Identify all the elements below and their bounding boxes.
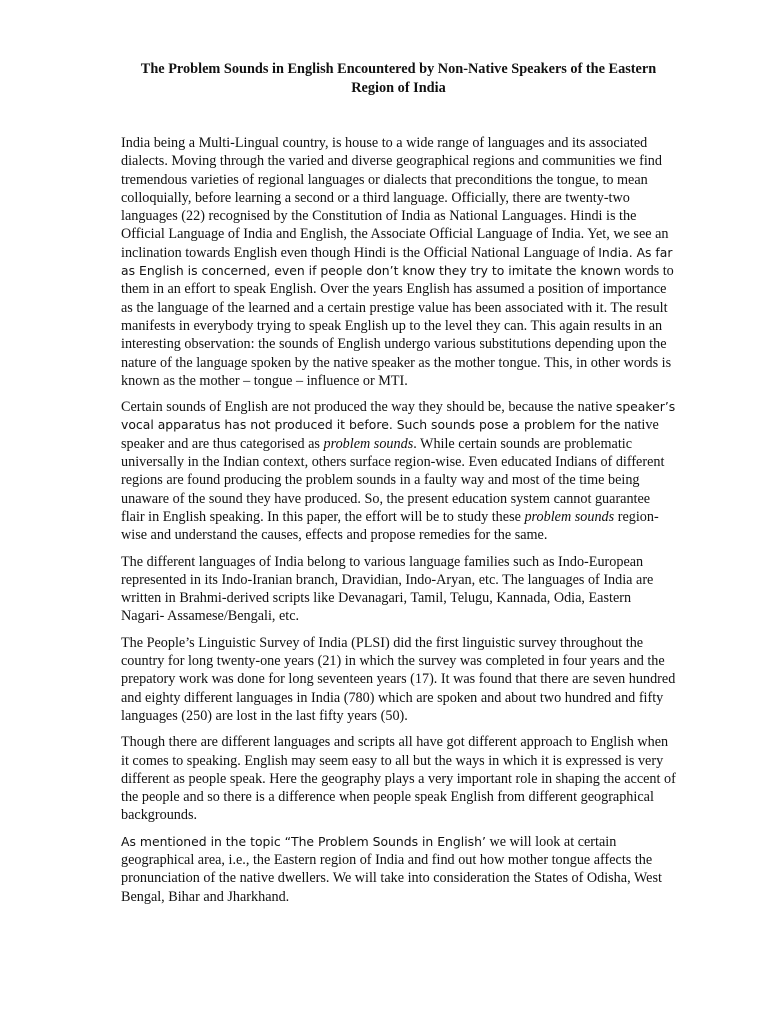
paragraph-1-text-b: India. As far as English is concerned, even if people don’t know they try to imitate the known	[121, 244, 673, 279]
paragraph-1	[121, 134, 676, 390]
paragraph-6	[121, 833, 676, 906]
paragraph-2-text-d: . While certain sounds are problematic universally in the Indian context, others surface region-wise. Even educated Indians of different regions are found producing the problem sounds in a faulty way and most of the time being unaware of the sound they have produced. So, the present education system cannot guarantee flair in English speaking. In this paper, the effort will be to study these	[121, 435, 665, 525]
paragraph-6-text-b: we will look at certain geographical area, i.e., the Eastern region of India and find out how mother tongue affects the pronunciation of the native dwellers. We will take into consideration the States of Odisha, West Bengal, Bihar and Jharkhand.	[121, 833, 662, 905]
paragraph-2-text-c: native speaker and are thus categorised as	[121, 417, 659, 452]
paragraph-2-text-a: Certain sounds of English are not produced the way they should be, because the native	[121, 399, 616, 416]
paragraph-2-text-e: region-wise and understand the causes, effects and propose remedies for the same.	[121, 508, 659, 544]
paragraph-5: Though there are different languages and scripts all have got different approach to English when it comes to speaking. English may seem easy to all but the ways in which it is expressed is very different as people speak. Here the geography plays a very important role in shaping the accent of the people and so there is a difference when people speak English from different geographical backgrounds.	[121, 734, 676, 824]
paragraph-2	[121, 398, 676, 544]
document-title: The Problem Sounds in English Encountered by Non-Native Speakers of the Eastern Region of India	[140, 61, 657, 96]
paragraph-2-emphasis-2: problem sounds	[524, 508, 615, 525]
paragraph-2-text-b: speaker’s vocal apparatus has not produced it before. Such sounds pose a problem for the	[121, 399, 676, 433]
document-page	[121, 60, 676, 914]
paragraph-4: The People’s Linguistic Survey of India (PLSI) did the first linguistic survey throughout the country for long twenty-one years (21) in which the survey was completed in four years and the prepatory work was done for long seventeen years (17). It was found that there are seven hundred and eighty different languages in India (780) which are spoken and about two hundred and fifty languages (250) are lost in the last fifty years (50).	[121, 634, 676, 724]
paragraph-1-text-a: India being a Multi-Lingual country, is house to a wide range of languages and its associated dialects. Moving through the varied and diverse geographical regions and communities we find tremendous varieties of regional languages or dialects that preconditions the tongue, to mean colloquially, before learning a second or a third language. Officially, there are twenty-two languages (22) recognised by the Constitution of India as National Languages. Hindi is the Official Language of India and English, the Associate Official Language of India. Yet, we see an inclination towards English even though Hindi is the Official National Language of	[121, 135, 669, 261]
paragraph-3: The different languages of India belong to various language families such as Indo-European represented in its Indo-Iranian branch, Dravidian, Indo-Aryan, etc. The languages of India are written in Brahmi-derived scripts like Devanagari, Tamil, Telugu, Kannada, Odia, Eastern Nagari- Assamese/Bengali, etc.	[121, 553, 654, 625]
paragraph-1-text-c: words to them in an effort to speak English. Over the years English has assumed a position of importance as the language of the learned and a certain prestige value has been associated with it. The result manifests in everybody trying to speak English up to the level they can. This again results in an interesting observation: the sounds of English undergo various substitutions depending upon the nature of the language spoken by the native speaker as the mother tongue. This, in other words is known as the mother – tongue – influence or MTI.	[121, 263, 674, 389]
paragraph-2-emphasis-1: problem sounds	[323, 435, 414, 452]
paragraph-6-text-a: As mentioned in the topic “The Problem Sounds in English’	[121, 833, 486, 849]
